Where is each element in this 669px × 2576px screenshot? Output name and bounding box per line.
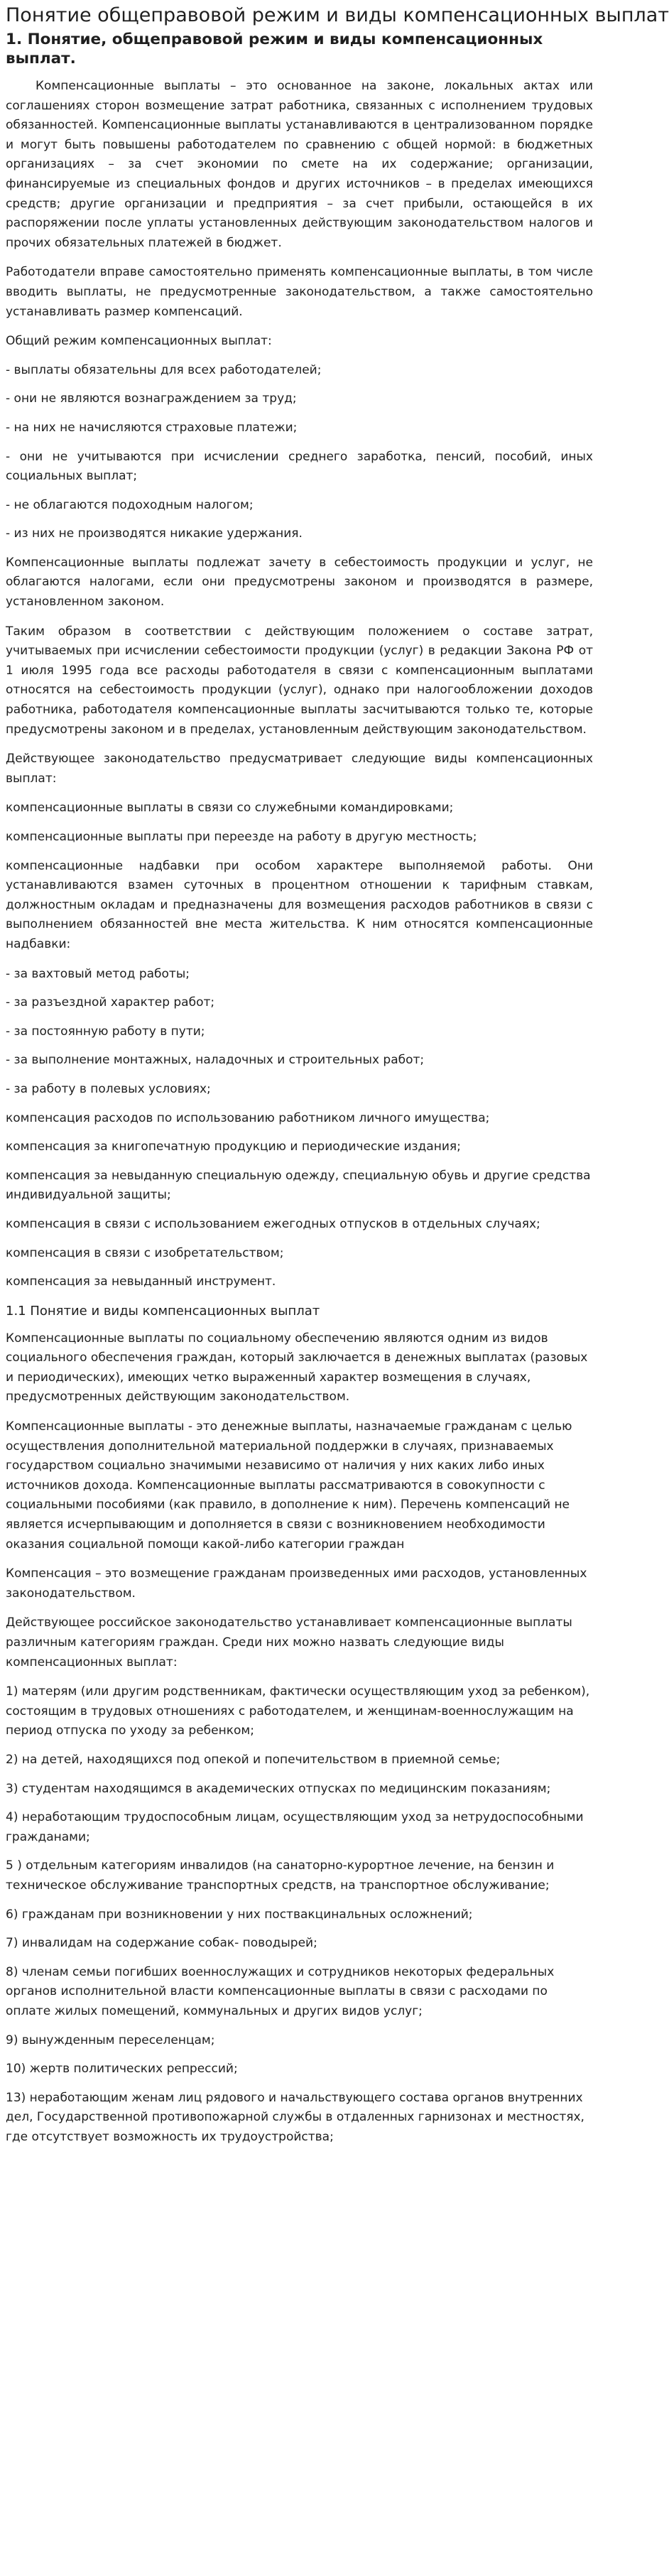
list-item: 4) неработающим трудоспособным лицам, осуществляющим уход за нетрудоспособными гражданами; <box>6 1810 584 1844</box>
list-item: - выплаты обязательны для всех работодателей; <box>6 362 322 377</box>
list-item: 13) неработающим женам лиц рядового и начальствующего состава органов внутренних дел, Государственной противопожарной службы в отдаленных гарнизонах и местностях, где отсутствует возможность их трудоустройства; <box>6 2090 584 2144</box>
list-item: компенсация расходов по использованию работником личного имущества; <box>6 1110 490 1125</box>
paragraph: Работодатели вправе самостоятельно применять компенсационные выплаты, в том числе вводить выплаты, не предусмотренные законодательством, а также самостоятельно устанавливать размер компенсаций. <box>6 265 593 319</box>
list-item: - за разъездной характер работ; <box>6 995 215 1010</box>
list-item: - за выполнение монтажных, наладочных и строительных работ; <box>6 1053 425 1068</box>
list-item: компенсация в связи с изобретательством; <box>6 1245 284 1260</box>
section-heading: 1. Понятие, общеправовой режим и виды компенсационных выплат. <box>6 31 543 67</box>
list-item: 7) инвалидам на содержание собак- поводырей; <box>6 1936 317 1951</box>
paragraph: Компенсационные выплаты по социальному обеспечению являются одним из видов социального обеспечения граждан, который заключается в денежных выплатах (разовых и периодических), имеющих четко выраженный характер возмещения в случаях, предусмотренных действующим законодательством. <box>6 1331 588 1405</box>
paragraph: Компенсационные выплаты - это денежные выплаты, назначаемые гражданам с целью осуществления дополнительной материальной поддержки в случаях, признаваемых государством социально значимыми независимо от наличия у них каких либо иных источников дохода. Компенсационные выплаты рассматриваются в совокупности с социальными пособиями (как правило, в дополнение к ним). Перечень компенсаций не является исчерпывающим и дополняется в связи с возникновением необходимости оказания социальной помощи какой-либо категории граждан <box>6 1419 572 1552</box>
list-item: - из них не производятся никакие удержания. <box>6 526 303 541</box>
paragraph: Действующее российское законодательство устанавливает компенсационные выплаты различным категориям граждан. Среди них можно назвать следующие виды компенсационных выплат: <box>6 1616 572 1669</box>
page-title: Понятие общеправовой режим и виды компенсационных выплат <box>6 4 669 26</box>
list-item: 1) матерям (или другим родственникам, фактически осуществляющим уход за ребенком), состоящим в трудовых отношениях с работодателем, и женщинам-военнослужащим на период отпуска по уходу за ребенком; <box>6 1684 590 1738</box>
list-item: 8) членам семьи погибших военнослужащих и сотрудников некоторых федеральных органов исполнительной власти компенсационные выплаты в связи с расходами по оплате жилых помещений, коммунальных и других видов услуг; <box>6 1964 555 2018</box>
list-item: 2) на детей, находящихся под опекой и попечительством в приемной семье; <box>6 1752 501 1767</box>
paragraph: Компенсационные выплаты подлежат зачету в себестоимость продукции и услуг, не облагаются налогами, если они предусмотрены законом и производятся в размере, установленном законом. <box>6 555 593 610</box>
paragraph: Таким образом в соответствии с действующим положением о составе затрат, учитываемых при исчислении себестоимости продукции (услуг) в редакции Закона РФ от 1 июля 1995 года все расходы работодателя в связи с компенсационным выплатами относятся на себестоимость продукции (услуг), однако при налогообложении доходов работника, работодателя компенсационные выплаты засчитываются только те, которые предусмотрены законом и в пределах, установленным действующим законодательством. <box>6 624 593 737</box>
list-item: 3) студентам находящимся в академических отпусках по медицинским показаниям; <box>6 1781 551 1796</box>
list-item: - на них не начисляются страховые платежи; <box>6 420 298 435</box>
list-item: - не облагаются подоходным налогом; <box>6 497 254 512</box>
list-item: компенсация за невыданный инструмент. <box>6 1275 276 1289</box>
paragraph: Общий режим компенсационных выплат: <box>6 334 272 349</box>
list-item: - за вахтовый метод работы; <box>6 966 190 981</box>
list-item: компенсационные выплаты в связи со служебными командировками; <box>6 801 454 816</box>
subsection-heading: 1.1 Понятие и виды компенсационных выплат <box>6 1303 320 1319</box>
paragraph: компенсационные надбавки при особом характере выполняемой работы. Они устанавливаются взамен суточных в процентном отношении к тарифным ставкам, должностным окладам и предназначены для возмещения расходов работников в связи с выполнением обязанностей вне места жительства. К ним относятся компенсационные надбавки: <box>6 858 593 951</box>
paragraph: Действующее законодательство предусматривает следующие виды компенсационных выплат: <box>6 752 593 786</box>
list-item: - они не учитываются при исчислении среднего заработка, пенсий, пособий, иных социальных выплат; <box>6 449 593 484</box>
list-item: 6) гражданам при возникновении у них поствакцинальных осложнений; <box>6 1907 473 1922</box>
paragraph: Компенсация – это возмещение гражданам произведенных ими расходов, установленных законодательством. <box>6 1566 587 1601</box>
list-item: - за постоянную работу в пути; <box>6 1024 205 1039</box>
list-item: компенсационные выплаты при переезде на работу в другую местность; <box>6 830 477 844</box>
list-item: 9) вынужденным переселенцам; <box>6 2033 215 2047</box>
list-item: компенсация в связи с использованием ежегодных отпусков в отдельных случаях; <box>6 1216 540 1231</box>
list-item: 10) жертв политических репрессий; <box>6 2062 238 2077</box>
list-item: компенсация за невыданную специальную одежду, специальную обувь и другие средства индивидуальной защиты; <box>6 1168 591 1203</box>
list-item: компенсация за книгопечатную продукцию и периодические издания; <box>6 1140 461 1154</box>
list-item: - за работу в полевых условиях; <box>6 1081 211 1096</box>
list-item: - они не являются вознаграждением за труд; <box>6 391 297 406</box>
paragraph: Компенсационные выплаты – это основанное на законе, локальных актах или соглашениях сторон возмещение затрат работника, связанных с исполнением трудовых обязанностей. Компенсационные выплаты устанавливаются в централизованном порядке и могут быть повышены работодателем по сравнению с общей нормой: в бюджетных организациях – за счет экономии по смете на их содержание; организации, финансируемые из специальных фондов и других источников – в пределах имеющихся средств; другие организации и предприятия – за счет прибыли, остающейся в их распоряжении после уплаты установленных действующим законодательством налогов и прочих обязательных платежей в бюджет. <box>6 79 597 250</box>
list-item: 5 ) отдельным категориям инвалидов (на санаторно-курортное лечение, на бензин и техническое обслуживание транспортных средств, на транспортное обслуживание; <box>6 1858 555 1893</box>
